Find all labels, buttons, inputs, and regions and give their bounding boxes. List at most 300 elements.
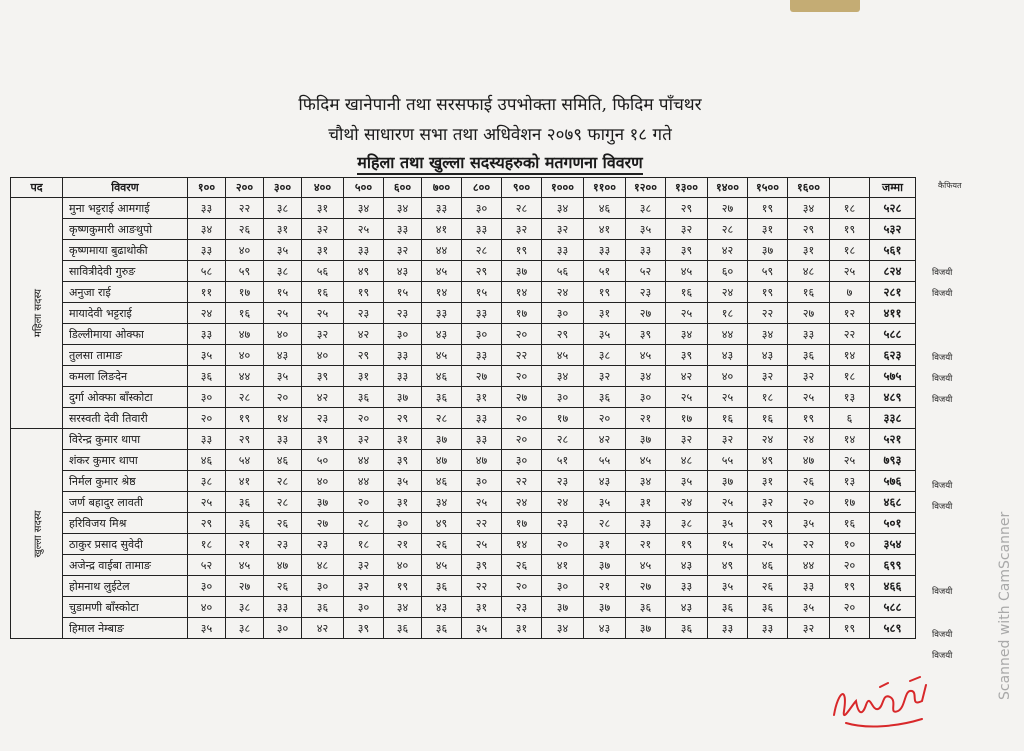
vote-count-cell: २८ [584, 513, 626, 534]
candidate-name: मायादेवी भट्टराई [63, 303, 188, 324]
vote-count-cell: ३२ [344, 429, 384, 450]
vote-count-cell: ३३ [422, 303, 462, 324]
top-scan-edge [0, 0, 1024, 18]
vote-count-cell: २४ [708, 282, 748, 303]
vote-count-cell: ४६ [584, 198, 626, 219]
vote-count-cell: १९ [666, 534, 708, 555]
vote-count-cell: ३२ [502, 219, 542, 240]
total-votes: ५८९ [870, 618, 916, 639]
vote-count-cell: ५६ [542, 261, 584, 282]
vote-count-cell: १६ [302, 282, 344, 303]
vote-count-cell: ३२ [708, 429, 748, 450]
vote-count-cell: २९ [188, 513, 226, 534]
remark-note: विजयी [932, 374, 953, 385]
vote-count-cell: ४५ [226, 555, 264, 576]
vote-count-cell: २७ [626, 303, 666, 324]
column-header-count: ११०० [584, 178, 626, 198]
vote-count-cell: ३६ [384, 618, 422, 639]
vote-count-cell: ३६ [344, 387, 384, 408]
vote-count-cell: २० [584, 408, 626, 429]
vote-count-cell: ३३ [708, 618, 748, 639]
vote-count-cell: ३९ [462, 555, 502, 576]
vote-count-cell: ३३ [666, 576, 708, 597]
vote-count-cell: २० [188, 408, 226, 429]
total-votes: ८२४ [870, 261, 916, 282]
vote-count-cell: ३४ [626, 366, 666, 387]
vote-count-cell: ४० [384, 555, 422, 576]
candidate-name: कमला लिङदेन [63, 366, 188, 387]
vote-count-cell: ३४ [666, 324, 708, 345]
total-votes: ३३८ [870, 408, 916, 429]
vote-count-cell: ३७ [626, 618, 666, 639]
vote-count-cell: ३० [344, 597, 384, 618]
vote-count-cell: १८ [708, 303, 748, 324]
column-header-count: ७०० [422, 178, 462, 198]
vote-count-cell: ४३ [666, 555, 708, 576]
vote-count-cell: ४५ [422, 345, 462, 366]
group-label: महिला सदस्य [32, 288, 44, 338]
vote-count-cell: २० [264, 387, 302, 408]
vote-count-cell: २८ [422, 408, 462, 429]
column-header-total: जम्मा [870, 178, 916, 198]
vote-count-cell: ४२ [708, 240, 748, 261]
vote-count-cell: ४२ [344, 324, 384, 345]
vote-count-cell: ४१ [422, 219, 462, 240]
column-header-count: १६०० [788, 178, 830, 198]
column-header-count [830, 178, 870, 198]
vote-count-cell: २८ [226, 387, 264, 408]
vote-count-cell: १५ [264, 282, 302, 303]
vote-count-cell: ४६ [748, 555, 788, 576]
vote-count-cell: ४३ [422, 597, 462, 618]
vote-count-cell: ३४ [384, 597, 422, 618]
candidate-name: कृष्णकुमारी आङथुपो [63, 219, 188, 240]
remark-note: विजयी [932, 651, 953, 661]
remark-note: विजयी [932, 288, 953, 299]
table-row [11, 555, 916, 576]
vote-count-cell: १७ [226, 282, 264, 303]
vote-count-cell: ३१ [384, 429, 422, 450]
vote-count-cell: २३ [384, 303, 422, 324]
vote-count-cell: १६ [226, 303, 264, 324]
vote-count-cell: २९ [344, 345, 384, 366]
vote-count-cell: २६ [748, 576, 788, 597]
vote-count-cell: ३१ [788, 240, 830, 261]
vote-count-cell: २५ [748, 534, 788, 555]
total-votes: ६९९ [870, 555, 916, 576]
vote-count-cell: ३५ [708, 576, 748, 597]
vote-count-cell: ४७ [226, 324, 264, 345]
vote-count-cell: १९ [748, 282, 788, 303]
vote-count-cell: २७ [226, 576, 264, 597]
column-header-pad: पद [11, 178, 63, 198]
vote-count-cell: १८ [830, 366, 870, 387]
vote-count-cell: २४ [542, 282, 584, 303]
vote-count-cell: १७ [830, 492, 870, 513]
vote-count-cell: १९ [830, 618, 870, 639]
vote-count-cell: २० [830, 555, 870, 576]
vote-count-cell: ३६ [226, 492, 264, 513]
vote-count-cell: ४१ [584, 219, 626, 240]
vote-count-cell: ३३ [462, 408, 502, 429]
vote-count-cell: ५५ [584, 450, 626, 471]
vote-count-cell: १८ [344, 534, 384, 555]
vote-count-cell: १४ [502, 534, 542, 555]
vote-count-cell: ४० [226, 240, 264, 261]
vote-count-cell: ४५ [626, 345, 666, 366]
vote-count-cell: १६ [748, 408, 788, 429]
vote-count-cell: २५ [830, 261, 870, 282]
vote-count-cell: २५ [302, 303, 344, 324]
vote-count-cell: ३७ [626, 429, 666, 450]
vote-count-cell: २४ [748, 429, 788, 450]
table-row [11, 240, 916, 261]
vote-count-cell: १४ [422, 282, 462, 303]
vote-count-cell: १३ [830, 471, 870, 492]
vote-count-cell: २८ [462, 240, 502, 261]
vote-count-cell: ३४ [788, 198, 830, 219]
vote-count-cell: १९ [830, 576, 870, 597]
vote-count-cell: २७ [626, 576, 666, 597]
vote-count-cell: ४२ [584, 429, 626, 450]
vote-count-cell: २६ [264, 576, 302, 597]
vote-count-cell: ५६ [302, 261, 344, 282]
vote-count-cell: ४३ [584, 471, 626, 492]
document-title-line-3 [0, 151, 1000, 173]
vote-count-cell: ३१ [302, 240, 344, 261]
vote-count-cell: ४० [302, 345, 344, 366]
vote-count-cell: ३७ [302, 492, 344, 513]
vote-count-cell: २० [830, 597, 870, 618]
vote-count-cell: २० [502, 408, 542, 429]
vote-count-cell: ३२ [788, 366, 830, 387]
vote-count-cell: ३८ [264, 261, 302, 282]
vote-count-cell: २५ [708, 492, 748, 513]
vote-count-cell: ३६ [666, 618, 708, 639]
vote-count-cell: ३६ [226, 513, 264, 534]
vote-count-cell: ३० [542, 303, 584, 324]
vote-count-cell: ३६ [422, 618, 462, 639]
vote-count-cell: २६ [264, 513, 302, 534]
vote-count-cell: ४४ [344, 471, 384, 492]
candidate-name: सावित्रीदेवी गुरुङ [63, 261, 188, 282]
vote-count-cell: १७ [542, 408, 584, 429]
vote-count-cell: ३६ [422, 576, 462, 597]
document-title-line-2: चौथो साधारण सभा तथा अधिवेशन २०७९ फागुन १८ गते [328, 125, 672, 145]
vote-count-cell: ४३ [264, 345, 302, 366]
vote-count-cell: ३८ [264, 198, 302, 219]
vote-count-cell: ४४ [226, 366, 264, 387]
vote-count-cell: १५ [384, 282, 422, 303]
vote-count-cell: ३९ [666, 345, 708, 366]
vote-count-cell: ५५ [708, 450, 748, 471]
vote-count-cell: ४३ [384, 261, 422, 282]
vote-count-cell: ३३ [462, 345, 502, 366]
vote-count-cell: ३१ [302, 198, 344, 219]
vote-count-cell: ३६ [748, 597, 788, 618]
vote-count-cell: ४० [188, 597, 226, 618]
vote-count-cell: ३३ [264, 597, 302, 618]
vote-count-cell: २५ [462, 492, 502, 513]
column-header-count: ६०० [384, 178, 422, 198]
vote-count-cell: ५९ [226, 261, 264, 282]
total-votes: ५८८ [870, 597, 916, 618]
vote-count-cell: ३८ [188, 471, 226, 492]
vote-count-cell: ३५ [264, 240, 302, 261]
vote-count-cell: ४२ [302, 618, 344, 639]
vote-count-cell: ३२ [344, 576, 384, 597]
vote-count-cell: ५१ [584, 261, 626, 282]
table-row [11, 366, 916, 387]
table-row [11, 471, 916, 492]
vote-count-cell: ३२ [344, 555, 384, 576]
vote-count-cell: ४७ [462, 450, 502, 471]
vote-count-cell: १९ [788, 408, 830, 429]
vote-count-cell: १९ [748, 198, 788, 219]
table-row [11, 324, 916, 345]
vote-count-cell: ३७ [542, 597, 584, 618]
vote-count-cell: २५ [666, 387, 708, 408]
vote-count-cell: ३७ [502, 261, 542, 282]
vote-count-cell: २६ [502, 555, 542, 576]
vote-count-cell: ३३ [264, 429, 302, 450]
vote-count-cell: १९ [830, 219, 870, 240]
column-header-name: विवरण [63, 178, 188, 198]
candidate-name: कृष्णमाया बुढाथोकी [63, 240, 188, 261]
vote-count-cell: ३२ [788, 618, 830, 639]
vote-count-cell: ३५ [626, 219, 666, 240]
candidate-name: अनुजा राई [63, 282, 188, 303]
vote-count-cell: ३७ [708, 471, 748, 492]
vote-count-cell: ५४ [226, 450, 264, 471]
vote-count-table [10, 177, 916, 639]
vote-count-cell: ३३ [188, 324, 226, 345]
vote-count-cell: २२ [226, 198, 264, 219]
vote-count-cell: २९ [788, 219, 830, 240]
vote-count-cell: ३१ [462, 387, 502, 408]
total-votes: ४६८ [870, 492, 916, 513]
vote-count-cell: ४५ [422, 555, 462, 576]
vote-count-cell: ५२ [626, 261, 666, 282]
vote-count-cell: ४० [302, 471, 344, 492]
vote-count-cell: १५ [462, 282, 502, 303]
total-votes: ५६१ [870, 240, 916, 261]
vote-count-cell: १४ [830, 345, 870, 366]
vote-count-cell: २३ [542, 471, 584, 492]
vote-count-cell: ४७ [264, 555, 302, 576]
candidate-name: मुना भट्टराई आमगाई [63, 198, 188, 219]
remark-note: विजयी [932, 501, 953, 512]
vote-count-cell: ४५ [626, 450, 666, 471]
vote-count-cell: ६० [708, 261, 748, 282]
vote-count-cell: २९ [666, 198, 708, 219]
vote-count-cell: २७ [462, 366, 502, 387]
table-row [11, 534, 916, 555]
vote-count-cell: ३३ [384, 219, 422, 240]
table-row [11, 219, 916, 240]
vote-count-cell: ३७ [422, 429, 462, 450]
vote-count-cell: ३० [264, 618, 302, 639]
vote-count-cell: २० [344, 492, 384, 513]
vote-count-cell: ३२ [584, 366, 626, 387]
vote-count-cell: ३१ [626, 492, 666, 513]
vote-count-cell: ३४ [626, 471, 666, 492]
vote-count-cell: २८ [344, 513, 384, 534]
vote-count-cell: ४४ [708, 324, 748, 345]
group-label-cell [11, 198, 63, 429]
vote-count-cell: २९ [748, 513, 788, 534]
vote-count-cell: १९ [226, 408, 264, 429]
vote-count-cell: ३० [384, 324, 422, 345]
vote-count-cell: ३५ [264, 366, 302, 387]
column-header-count: १२०० [626, 178, 666, 198]
vote-count-cell: २१ [626, 408, 666, 429]
total-votes: ५७६ [870, 471, 916, 492]
vote-count-cell: ५८ [188, 261, 226, 282]
total-votes: ४८९ [870, 387, 916, 408]
column-header-count: ८०० [462, 178, 502, 198]
document-title-line-1: फिदिम खानेपानी तथा सरसफाई उपभोक्ता समिति, फिदिम पाँचथर [298, 95, 702, 115]
vote-count-cell: ३५ [584, 492, 626, 513]
vote-count-cell: ४९ [422, 513, 462, 534]
vote-count-cell: २८ [264, 492, 302, 513]
vote-count-cell: ३७ [584, 597, 626, 618]
vote-count-cell: २३ [302, 408, 344, 429]
vote-count-cell: ३८ [626, 198, 666, 219]
vote-count-cell: ७ [830, 282, 870, 303]
vote-count-cell: ३३ [462, 429, 502, 450]
vote-count-cell: २७ [708, 198, 748, 219]
column-header-count: १३०० [666, 178, 708, 198]
vote-count-cell: २२ [748, 303, 788, 324]
signature-image [826, 671, 936, 733]
vote-count-cell: ३५ [666, 471, 708, 492]
vote-count-cell: ४६ [422, 366, 462, 387]
vote-count-cell: ३२ [748, 492, 788, 513]
vote-count-cell: ३३ [542, 240, 584, 261]
vote-count-cell: ३४ [748, 324, 788, 345]
vote-count-cell: ४९ [708, 555, 748, 576]
vote-count-cell: ३३ [788, 576, 830, 597]
candidate-name: हिमाल नेम्बाङ [63, 618, 188, 639]
vote-count-cell: ५९ [748, 261, 788, 282]
table-row [11, 387, 916, 408]
candidate-name: डिल्लीमाया ओक्फा [63, 324, 188, 345]
vote-count-cell: १६ [788, 282, 830, 303]
vote-count-cell: १८ [830, 198, 870, 219]
table-row [11, 282, 916, 303]
vote-count-cell: २० [542, 534, 584, 555]
vote-count-cell: ३४ [542, 366, 584, 387]
vote-count-cell: ४४ [344, 450, 384, 471]
vote-count-cell: ३९ [302, 366, 344, 387]
vote-count-cell: ३९ [666, 240, 708, 261]
vote-count-cell: ३१ [264, 219, 302, 240]
vote-count-cell: २५ [264, 303, 302, 324]
vote-count-cell: ३३ [748, 618, 788, 639]
vote-count-cell: ३९ [344, 618, 384, 639]
vote-count-cell: ३५ [788, 597, 830, 618]
vote-count-cell: २० [788, 492, 830, 513]
vote-count-cell: २५ [830, 450, 870, 471]
vote-count-cell: ११ [188, 282, 226, 303]
vote-count-cell: ३३ [384, 345, 422, 366]
vote-count-cell: २४ [188, 303, 226, 324]
vote-count-cell: २१ [584, 576, 626, 597]
vote-count-cell: ३३ [188, 198, 226, 219]
vote-count-cell: ३४ [188, 219, 226, 240]
vote-count-cell: १७ [502, 513, 542, 534]
vote-count-cell: ३४ [384, 198, 422, 219]
table-header-row [11, 178, 916, 198]
vote-count-cell: २९ [226, 429, 264, 450]
column-header-count: ४०० [302, 178, 344, 198]
vote-count-cell: ४५ [626, 555, 666, 576]
total-votes: ३५४ [870, 534, 916, 555]
vote-count-cell: ५१ [542, 450, 584, 471]
vote-count-cell: २० [502, 366, 542, 387]
vote-count-cell: २२ [502, 345, 542, 366]
vote-count-cell: ३५ [188, 345, 226, 366]
total-votes: २८१ [870, 282, 916, 303]
vote-count-cell: ३३ [584, 240, 626, 261]
vote-count-cell: २४ [666, 492, 708, 513]
document-subtitle: महिला तथा खुल्ला सदस्यहरुको मतगणना विवरण [357, 153, 642, 175]
column-header-count: १५०० [748, 178, 788, 198]
vote-count-cell: ४३ [584, 618, 626, 639]
vote-count-cell: ३० [462, 324, 502, 345]
vote-count-cell: ३१ [748, 219, 788, 240]
candidate-name: जर्ण बहादुर लावती [63, 492, 188, 513]
vote-count-cell: १५ [708, 534, 748, 555]
vote-count-cell: १२ [830, 303, 870, 324]
vote-count-cell: ३८ [226, 618, 264, 639]
vote-count-cell: ३२ [302, 219, 344, 240]
vote-count-cell: ४७ [422, 450, 462, 471]
vote-count-cell: ३० [542, 576, 584, 597]
vote-count-cell: २५ [462, 534, 502, 555]
vote-count-cell: १८ [188, 534, 226, 555]
vote-count-cell: २५ [708, 387, 748, 408]
vote-count-cell: ४६ [188, 450, 226, 471]
vote-count-cell: २९ [542, 324, 584, 345]
vote-count-cell: २२ [830, 324, 870, 345]
column-header-count: ३०० [264, 178, 302, 198]
vote-count-cell: २७ [302, 513, 344, 534]
vote-count-cell: ३५ [584, 324, 626, 345]
vote-count-cell: ३० [542, 387, 584, 408]
vote-count-cell: २३ [344, 303, 384, 324]
column-header-count: ५०० [344, 178, 384, 198]
table-row [11, 198, 916, 219]
vote-count-cell: १४ [830, 429, 870, 450]
column-header-count: ९०० [502, 178, 542, 198]
table-row [11, 597, 916, 618]
vote-count-cell: १७ [502, 303, 542, 324]
vote-count-cell: ६ [830, 408, 870, 429]
table-row [11, 408, 916, 429]
table-row [11, 576, 916, 597]
vote-count-cell: ३१ [344, 366, 384, 387]
remark-note: विजयी [932, 352, 953, 363]
total-votes: ४६६ [870, 576, 916, 597]
vote-count-cell: १४ [264, 408, 302, 429]
vote-count-cell: ४५ [666, 261, 708, 282]
vote-count-cell: २० [502, 429, 542, 450]
vote-count-cell: १९ [584, 282, 626, 303]
candidate-name: सरस्वती देवी तिवारी [63, 408, 188, 429]
remark-note: विजयी [932, 395, 953, 406]
